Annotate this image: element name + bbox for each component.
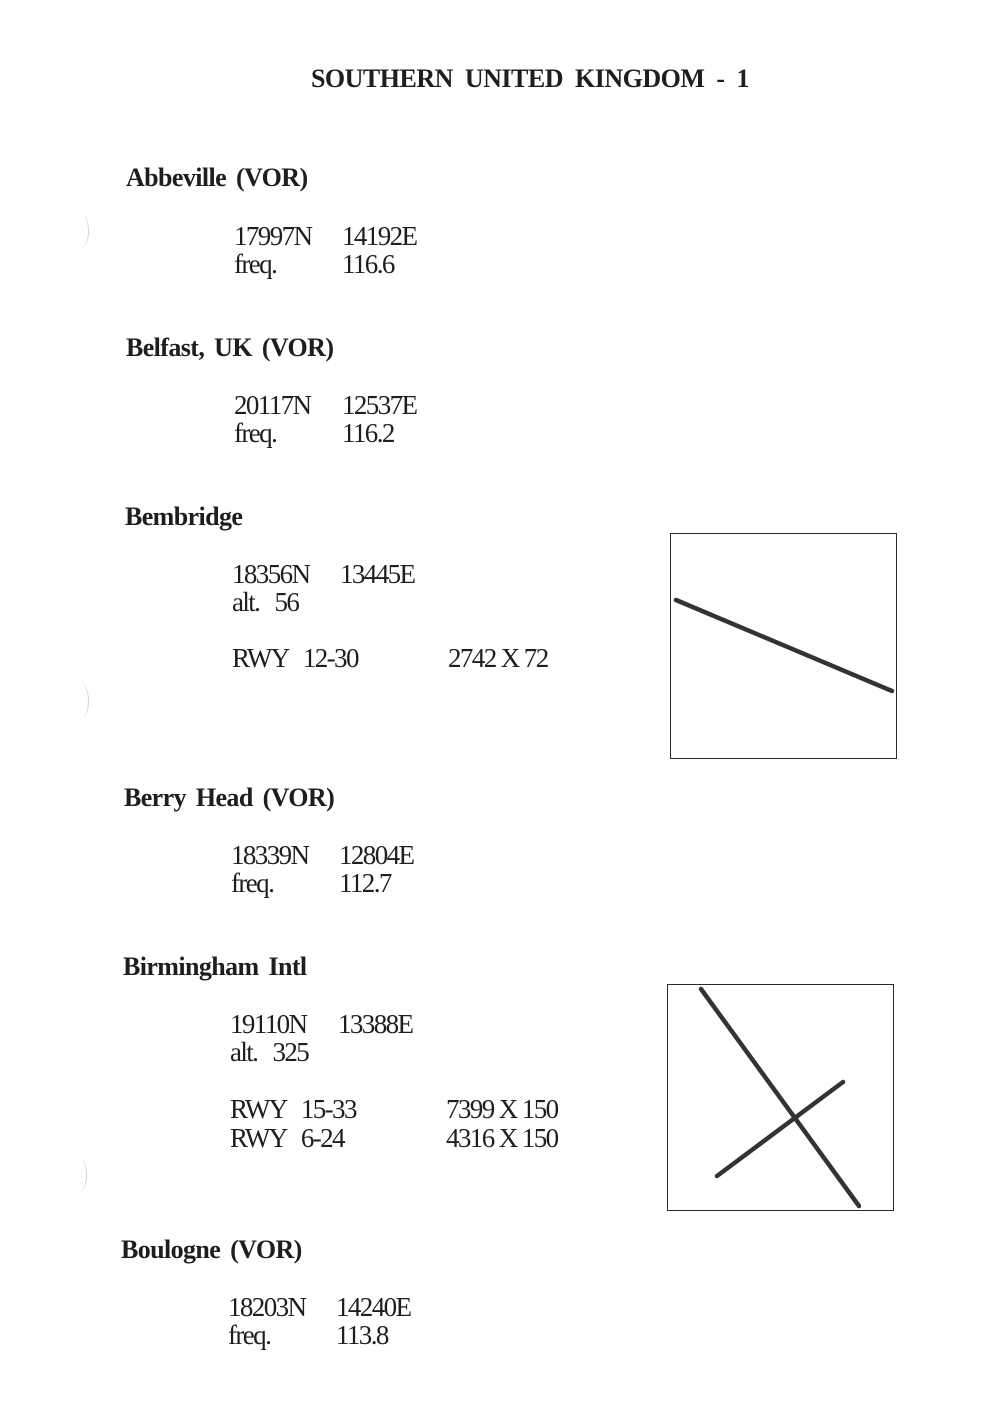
runway-id: 15-33 (300, 1094, 356, 1124)
coordinates-row (230, 1009, 413, 1039)
runway-label: RWY (230, 1123, 286, 1153)
longitude: 13445E (340, 559, 415, 589)
coordinates-row (232, 559, 415, 589)
info-row (232, 588, 298, 616)
runway-diagram (667, 984, 894, 1211)
runway-id: 12-30 (302, 643, 358, 673)
latitude: 19110N (230, 1009, 307, 1039)
longitude: 14240E (336, 1292, 411, 1322)
runway-row (230, 1123, 558, 1153)
binder-hole-top (74, 214, 89, 248)
station-name: Berry Head (VOR) (124, 783, 335, 812)
longitude: 12804E (339, 840, 414, 870)
info-value: 116.6 (342, 249, 394, 279)
info-label: alt. (232, 587, 260, 617)
page-title: SOUTHERN UNITED KINGDOM - 1 (310, 64, 750, 93)
runway-id: 6-24 (300, 1123, 344, 1153)
runway-label: RWY (230, 1094, 286, 1124)
station-name: Bembridge (125, 502, 243, 531)
info-label: freq. (234, 418, 277, 448)
info-value: 325 (272, 1037, 309, 1067)
info-row (234, 418, 394, 448)
station-name: Belfast, UK (VOR) (126, 333, 334, 362)
runway-dimensions: 7399 X 150 (446, 1094, 558, 1124)
info-value: 112.7 (339, 868, 391, 898)
info-row (230, 1038, 308, 1066)
latitude: 17997N (234, 221, 312, 251)
info-label: freq. (228, 1320, 271, 1350)
coordinates-row (228, 1292, 411, 1322)
info-value: 116.2 (342, 418, 394, 448)
longitude: 12537E (342, 390, 417, 420)
info-value: 113.8 (336, 1320, 388, 1350)
coordinates-row (231, 840, 414, 870)
info-row (231, 868, 391, 898)
binder-hole-bottom (72, 1158, 87, 1192)
info-value: 56 (274, 587, 299, 617)
runway-dimensions: 2742 X 72 (448, 643, 548, 673)
info-row (234, 249, 394, 279)
runway-12-30-line (676, 600, 892, 691)
station-name: Birmingham Intl (123, 952, 307, 981)
runway-label: RWY (232, 643, 288, 673)
runway-15-33-line (701, 989, 859, 1206)
info-row (228, 1320, 388, 1350)
binder-hole-middle (74, 684, 89, 718)
latitude: 18339N (231, 840, 309, 870)
latitude: 18356N (232, 559, 310, 589)
coordinates-row (234, 221, 417, 251)
coordinates-row (234, 390, 417, 420)
station-name: Boulogne (VOR) (121, 1235, 302, 1264)
runway-diagram (670, 533, 897, 759)
longitude: 14192E (342, 221, 417, 251)
info-label: alt. (230, 1037, 258, 1067)
runway-row (230, 1094, 558, 1124)
runway-dimensions: 4316 X 150 (446, 1123, 558, 1153)
latitude: 18203N (228, 1292, 306, 1322)
info-label: freq. (231, 868, 274, 898)
longitude: 13388E (338, 1009, 413, 1039)
info-label: freq. (234, 249, 277, 279)
station-name: Abbeville (VOR) (126, 163, 308, 192)
latitude: 20117N (234, 390, 311, 420)
runway-row (232, 643, 548, 673)
